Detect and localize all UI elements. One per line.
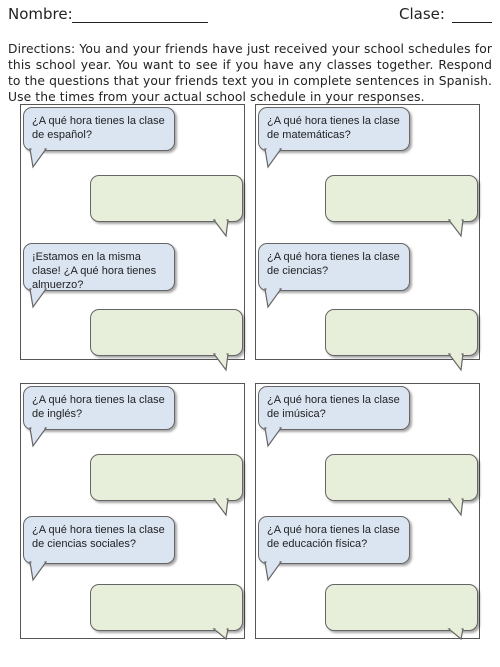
answer-bubble[interactable] <box>90 454 243 501</box>
answer-bubble[interactable] <box>325 175 478 222</box>
answer-bubble[interactable] <box>325 309 478 356</box>
speech-tail-icon <box>214 499 234 519</box>
speech-tail-icon <box>265 562 285 582</box>
friend-question-bubble <box>258 107 410 151</box>
speech-tail-icon <box>214 220 234 240</box>
friend-question-bubble <box>23 243 175 291</box>
name-blank-line[interactable] <box>72 22 208 23</box>
text-panel-3 <box>20 383 245 639</box>
speech-tail-icon <box>265 289 285 309</box>
friend-question-text: ¿A qué hora tienes la clase de ciencias? <box>267 251 400 277</box>
speech-tail-icon <box>30 289 50 309</box>
class-blank-line[interactable] <box>452 22 492 23</box>
speech-tail-icon <box>30 149 50 169</box>
speech-tail-icon <box>214 354 234 374</box>
friend-question-text: ¿A qué hora tienes la clase de educación física? <box>267 524 400 550</box>
friend-question-text: ¿A qué hora tienes la clase de inglés? <box>32 394 165 420</box>
friend-question-text: ¿A qué hora tienes la clase de ciencias sociales? <box>32 524 165 550</box>
answer-bubble[interactable] <box>90 175 243 222</box>
answer-bubble[interactable] <box>325 454 478 501</box>
class-label: Clase: <box>399 5 445 23</box>
name-label: Nombre: <box>8 5 73 23</box>
worksheet-header <box>8 5 492 25</box>
text-panel-4 <box>255 383 480 639</box>
friend-question-text: ¡Estamos en la misma clase! ¿A qué hora tienes almuerzo? <box>32 251 157 291</box>
friend-question-bubble <box>258 516 410 564</box>
friend-question-bubble <box>23 386 175 430</box>
text-panel-1 <box>20 104 245 360</box>
speech-tail-icon <box>30 428 50 448</box>
speech-tail-icon <box>449 499 469 519</box>
speech-tail-icon <box>265 149 285 169</box>
speech-tail-icon <box>449 354 469 374</box>
speech-tail-icon <box>449 629 469 649</box>
friend-question-text: ¿A qué hora tienes la clase de español? <box>32 115 165 141</box>
speech-tail-icon <box>265 428 285 448</box>
directions-text: Directions: You and your friends have just received your school schedules for this school year. You want to see if you have any classes together. Respond to the questions that your friends text you in complete sentences in Spanish. Use the times from your actual school schedule in your responses. <box>8 42 492 104</box>
answer-bubble[interactable] <box>90 309 243 356</box>
answer-bubble[interactable] <box>90 584 243 631</box>
friend-question-bubble <box>23 516 175 564</box>
friend-question-bubble <box>258 243 410 291</box>
speech-tail-icon <box>449 220 469 240</box>
friend-question-bubble <box>258 386 410 430</box>
answer-bubble[interactable] <box>325 584 478 631</box>
text-panel-2 <box>255 104 480 360</box>
speech-tail-icon <box>214 629 234 649</box>
friend-question-text: ¿A qué hora tienes la clase de imúsica? <box>267 394 400 420</box>
speech-tail-icon <box>30 562 50 582</box>
friend-question-text: ¿A qué hora tienes la clase de matemáticas? <box>267 115 400 141</box>
friend-question-bubble <box>23 107 175 151</box>
